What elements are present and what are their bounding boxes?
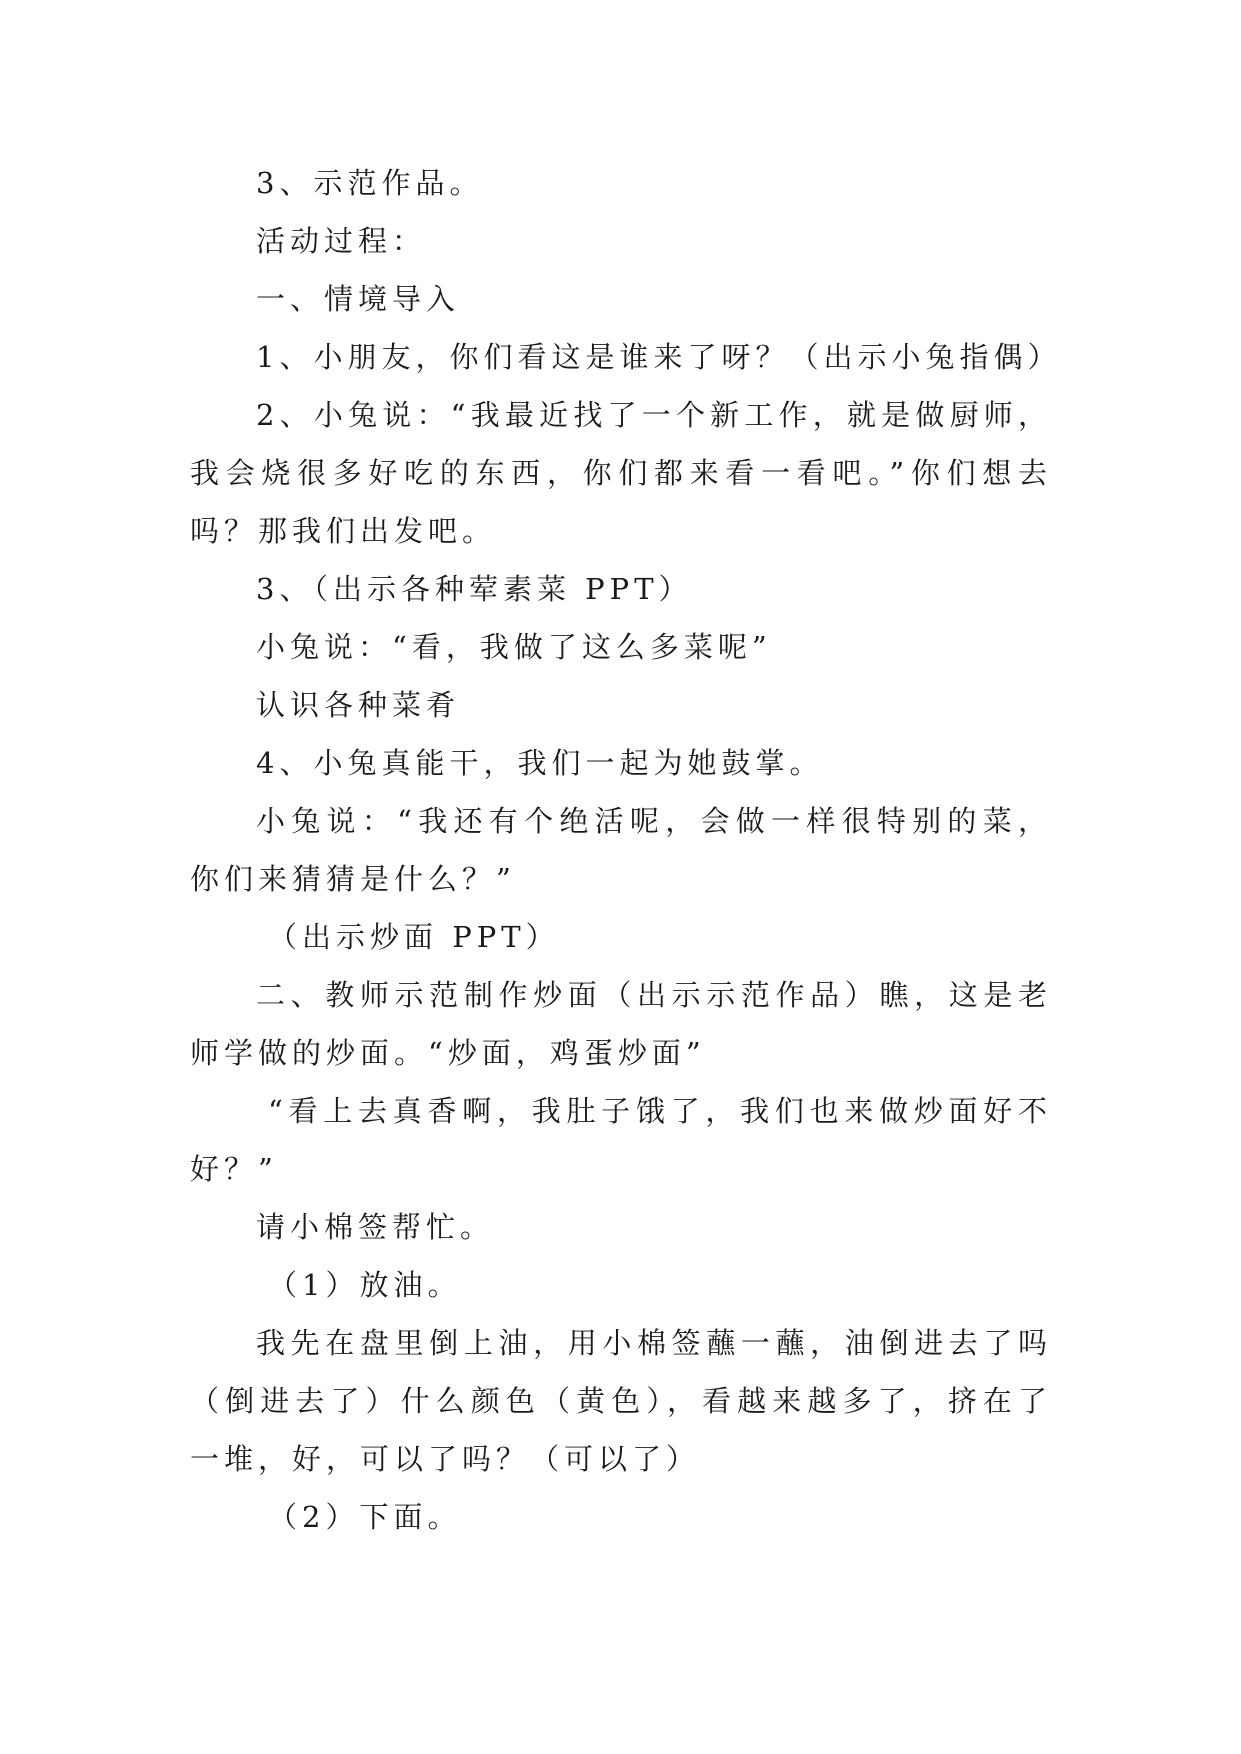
paragraph-cotton-swab: 请小棉签帮忙。 xyxy=(256,1210,495,1244)
paragraph-add-noodles: （2）下面。 xyxy=(268,1500,462,1534)
paragraph-step-1: 1、小朋友，你们看这是谁来了呀？（出示小兔指偶） xyxy=(256,340,1062,374)
paragraph-step-2: 2、小兔说：“我最近找了一个新工作，就是做厨师，我会烧很多好吃的东西，你们都来看一看吧。”你们想去吗？那我们出发吧。 xyxy=(190,398,1052,548)
paragraph-demo-work: 3、示范作品。 xyxy=(256,166,484,200)
paragraph-step-4: 4、小兔真能干，我们一起为她鼓掌。 xyxy=(256,746,824,780)
paragraph-activity-process: 活动过程： xyxy=(256,224,427,258)
paragraph-step-3: 3、（出示各种荤素菜 PPT） xyxy=(256,572,693,606)
paragraph-smells-good: “看上去真香啊，我肚子饿了，我们也来做炒面好不好？” xyxy=(190,1094,1052,1186)
paragraph-recognize-dishes: 认识各种菜肴 xyxy=(256,688,461,722)
paragraph-add-oil: （1）放油。 xyxy=(268,1268,462,1302)
paragraph-oil-process: 我先在盘里倒上油，用小棉签蘸一蘸，油倒进去了吗（倒进去了）什么颜色（黄色），看越来越多了，挤在了一堆，好，可以了吗？（可以了） xyxy=(190,1326,1052,1476)
heading-teacher-demo: 二、教师示范制作炒面（出示示范作品）瞧，这是老师学做的炒面。“炒面，鸡蛋炒面” xyxy=(190,978,1052,1070)
document-body xyxy=(190,154,1062,1546)
paragraph-show-noodles: （出示炒面 PPT） xyxy=(268,920,560,954)
heading-scene-intro: 一、情境导入 xyxy=(256,282,461,316)
paragraph-rabbit-says-2: 小兔说：“我还有个绝活呢，会做一样很特别的菜，你们来猜猜是什么？” xyxy=(190,804,1052,896)
paragraph-rabbit-says-1: 小兔说：“看，我做了这么多菜呢” xyxy=(256,630,772,664)
